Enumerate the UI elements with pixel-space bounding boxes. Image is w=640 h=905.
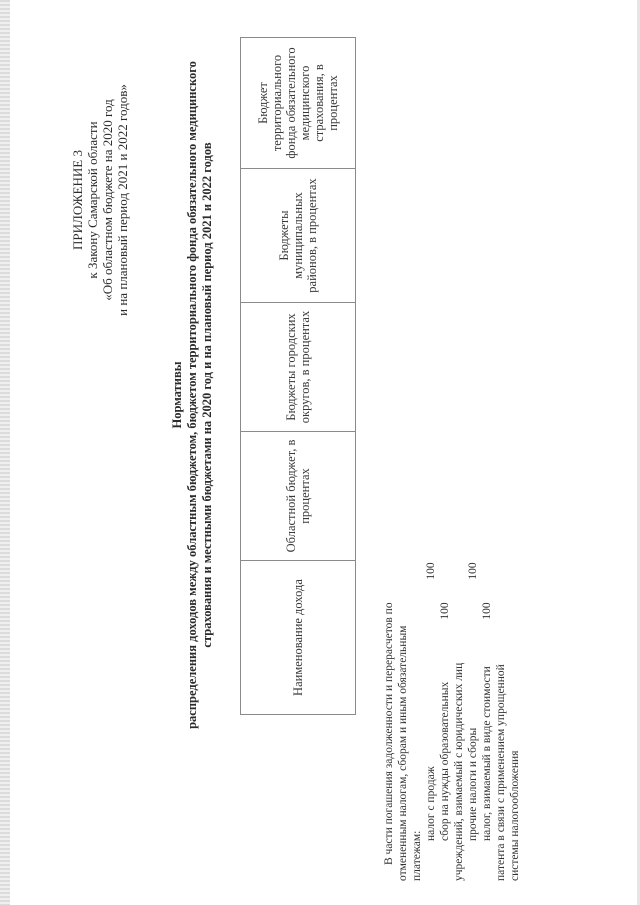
appendix-number: ПРИЛОЖЕНИЕ 3 — [70, 150, 85, 250]
header-row — [241, 38, 356, 715]
table-row — [382, 536, 424, 881]
row-label: налог, взимаемый в виде стоимости патента в связи с применением упрощенной системы налогообложения — [481, 664, 521, 881]
appendix-law-title: «Об областном бюджете на 2020 год — [100, 99, 115, 301]
row-value: 100 — [439, 602, 451, 620]
row-value: 100 — [467, 562, 479, 580]
header-regional-budget: Областной бюджет, в процентах — [241, 432, 356, 561]
norms-header-table — [240, 37, 356, 715]
row-value: 100 — [481, 602, 493, 620]
table-row — [466, 536, 480, 881]
header-city-districts: Бюджеты городских округов, в процентах — [241, 303, 356, 432]
row-label: налог с продаж — [425, 766, 437, 841]
row-value: 100 — [425, 562, 437, 580]
table-row — [480, 536, 522, 881]
income-rows — [382, 536, 522, 881]
row-label: сбор на нужды образовательных учреждений, взимаемый с юридических лиц — [439, 662, 465, 881]
appendix-block — [70, 70, 130, 330]
table-row — [424, 536, 438, 881]
document-title — [170, 45, 215, 745]
title-heading: Нормативы — [170, 361, 184, 429]
appendix-law-ref: к Закону Самарской области — [85, 121, 100, 279]
header-income-name: Наименование дохода — [241, 561, 356, 715]
title-line-1: распределения доходов между областным бюджетом, бюджетом территориального фонда обязательного медицинского — [185, 61, 199, 729]
row-label: В части погашения задолженности и перерасчетов по отмененным налогам, сборам и иным обязательным платежам: — [383, 602, 423, 881]
rotated-document-page — [0, 5, 640, 905]
table-row — [438, 536, 466, 881]
row-label: прочие налоги и сборы — [467, 727, 479, 841]
header-medical-fund: Бюджет территориального фонда обязательного медицинского страхования, в процентах — [241, 38, 356, 169]
title-line-2: страхования и местными бюджетами на 2020 год и на плановый период 2021 и 2022 годов — [200, 142, 214, 648]
header-municipal-districts: Бюджеты муниципальных районов, в процентах — [241, 169, 356, 303]
appendix-law-period: и на плановый период 2021 и 2022 годов» — [115, 84, 130, 316]
